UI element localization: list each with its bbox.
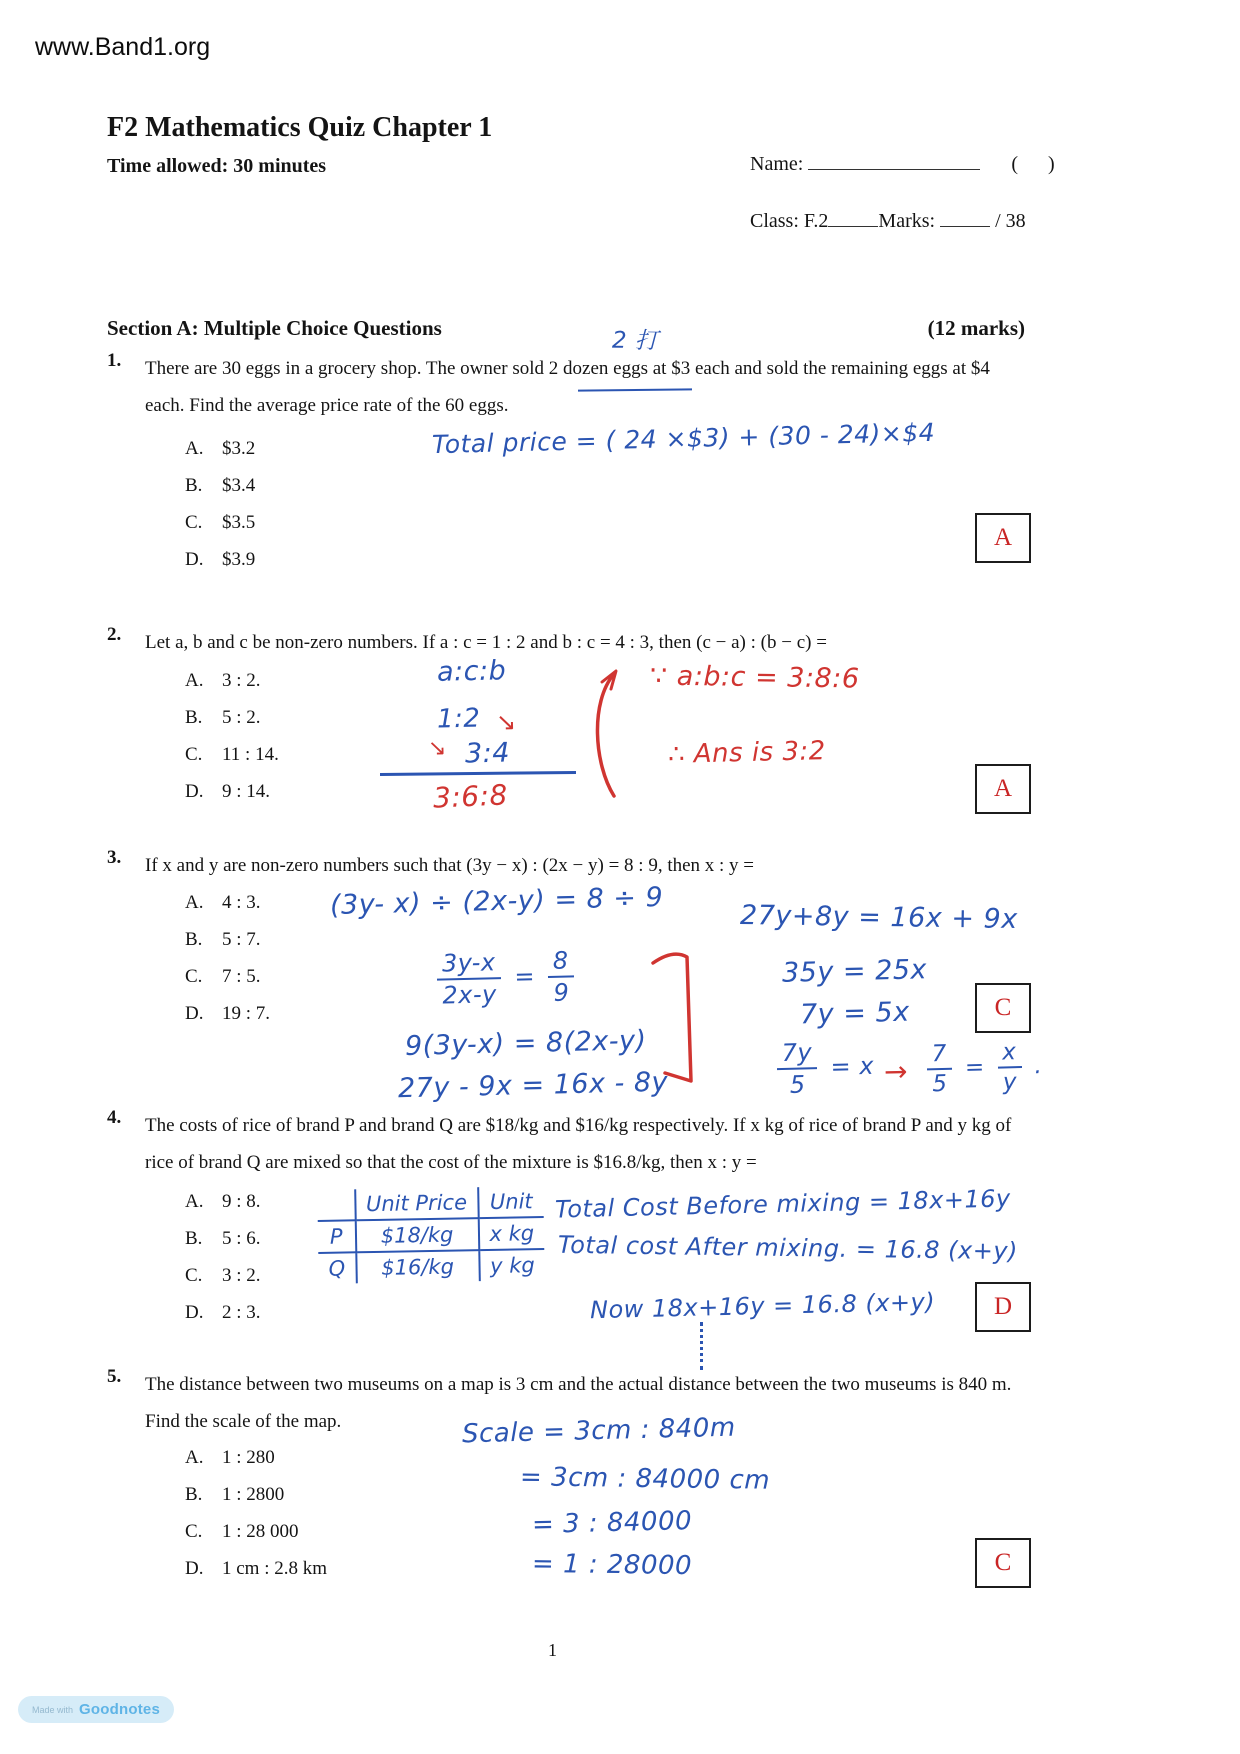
option-value: $3.2 xyxy=(222,438,256,459)
option-value: 2 : 3. xyxy=(222,1302,261,1323)
q3-right3-ink: 7y = 5x xyxy=(799,996,910,1031)
period: . xyxy=(1034,1053,1043,1080)
option-label: D. xyxy=(185,1558,204,1579)
option-value: $3.5 xyxy=(222,512,256,533)
option-value: 1 : 2800 xyxy=(222,1484,285,1505)
q4-answer-box: D xyxy=(975,1282,1031,1332)
q3-options xyxy=(185,884,270,1032)
dozen-note-ink: 2 打 xyxy=(611,327,659,355)
q5-stem: The distance between two museums on a map is 3 cm and the actual distance between the two museums is 840 m. Find the scale of the map. xyxy=(145,1374,1012,1432)
q1-option-c xyxy=(185,504,255,541)
name-label: Name: xyxy=(750,153,804,175)
q1-option-d xyxy=(185,541,255,578)
option-label: D. xyxy=(185,549,204,570)
q4-work-table-ink xyxy=(317,1186,545,1284)
option-value: 5 : 6. xyxy=(222,1228,261,1249)
denominator: 5 xyxy=(932,1070,948,1098)
q4-dotted-line-ink xyxy=(700,1322,703,1370)
denominator: 9 xyxy=(553,978,570,1007)
option-label: C. xyxy=(185,512,203,533)
q4-after-ink: Total cost After mixing. = 16.8 (x+y) xyxy=(557,1230,1019,1266)
q3-result-ink xyxy=(921,1039,1043,1098)
q5-scale3-ink: = 3 : 84000 xyxy=(531,1506,693,1540)
option-label: C. xyxy=(185,1265,203,1286)
option-label: B. xyxy=(185,707,203,728)
q3-expand2-ink: 27y - 9x = 16x - 8y xyxy=(397,1066,669,1105)
q3-stem: If x and y are non-zero numbers such that (3y − x) : (2x − y) = 8 : 9, then x : y = xyxy=(145,855,755,876)
badge-brand: Goodnotes xyxy=(79,1701,160,1718)
option-label: B. xyxy=(185,475,203,496)
option-value: 3 : 2. xyxy=(222,670,261,691)
table-row xyxy=(318,1249,545,1284)
option-label: A. xyxy=(185,1447,204,1468)
fraction xyxy=(997,1039,1022,1096)
fraction xyxy=(436,948,502,1010)
name-row xyxy=(750,148,1080,176)
option-value: 7 : 5. xyxy=(222,966,261,987)
option-label: B. xyxy=(185,1228,203,1249)
q5-scale4-ink: = 1 : 28000 xyxy=(531,1548,693,1582)
q5-number: 5. xyxy=(107,1366,122,1387)
numerator: 3y-x xyxy=(436,948,501,981)
q4-option-a xyxy=(185,1183,261,1220)
q1-work-ink: Total price = ( 24 ×$3) + (30 - 24)×$4 xyxy=(431,417,936,460)
q4-option-c xyxy=(185,1257,261,1294)
q5-option-a xyxy=(185,1439,327,1476)
marks-blank-field[interactable] xyxy=(940,205,990,227)
option-label: D. xyxy=(185,1003,204,1024)
option-value: 5 : 2. xyxy=(222,707,261,728)
numerator: 7 xyxy=(926,1041,952,1071)
q4-options xyxy=(185,1183,261,1331)
q2-option-a xyxy=(185,662,279,699)
option-label: B. xyxy=(185,929,203,950)
site-label: www.Band1.org xyxy=(35,33,211,61)
q2-ratio12-ink: 1:2 xyxy=(436,703,481,735)
table-cell: y kg xyxy=(489,1253,535,1278)
q2-answer-note-ink: ∴ Ans is 3:2 xyxy=(667,736,827,770)
q3-number: 3. xyxy=(107,847,122,868)
q2-number: 2. xyxy=(107,624,122,645)
q2-options xyxy=(185,662,279,810)
goodnotes-badge[interactable] xyxy=(18,1696,174,1723)
equals: = xyxy=(514,962,536,991)
q2-stem: Let a, b and c be non-zero numbers. If a : c = 1 : 2 and b : c = 4 : 3, then (c − a) : (b − c) = xyxy=(145,632,827,653)
option-value: 4 : 3. xyxy=(222,892,261,913)
class-label: Class: F.2 xyxy=(750,210,829,232)
table-cell: $16/kg xyxy=(356,1250,480,1283)
class-number-paren: ( ) xyxy=(1011,153,1055,175)
denominator: 5 xyxy=(789,1070,806,1099)
q2-ratio34-ink: 3:4 xyxy=(464,737,511,770)
option-value: 19 : 7. xyxy=(222,1003,271,1024)
option-label: D. xyxy=(185,1302,204,1323)
option-label: C. xyxy=(185,966,203,987)
q4-option-b xyxy=(185,1220,261,1257)
q2-underline-ink xyxy=(380,771,576,776)
q5-answer-box: C xyxy=(975,1538,1031,1588)
q1-number: 1. xyxy=(107,350,122,371)
numerator: 7y xyxy=(776,1038,817,1070)
q3-option-a xyxy=(185,884,270,921)
q3-fraction2-ink xyxy=(771,1037,875,1099)
option-value: 9 : 8. xyxy=(222,1191,261,1212)
q3-right1-ink: 27y+8y = 16x + 9x xyxy=(739,900,1018,935)
q1-stem: There are 30 eggs in a grocery shop. The owner sold 2 dozen eggs at $3 each and sold the remaining eggs at $4 each. Find the average price rate of the 60 eggs. xyxy=(145,358,990,416)
denominator: y xyxy=(1002,1069,1018,1096)
q3-option-b xyxy=(185,921,270,958)
q1-option-a xyxy=(185,430,255,467)
fraction xyxy=(776,1038,818,1099)
option-value: $3.4 xyxy=(222,475,256,496)
table-cell: P xyxy=(318,1220,356,1253)
q3-fraction-ink xyxy=(431,946,579,1010)
marks-label: Marks: xyxy=(878,210,936,232)
option-label: D. xyxy=(185,781,204,802)
q5-option-b xyxy=(185,1476,327,1513)
class-blank-field[interactable] xyxy=(828,205,878,227)
class-row xyxy=(750,205,1080,233)
rhs: = x xyxy=(830,1051,875,1081)
q2-arrow2-ink: ↘ xyxy=(427,735,448,762)
option-label: A. xyxy=(185,438,204,459)
numerator: 8 xyxy=(547,946,574,978)
q3-arrow-ink: → xyxy=(883,1054,909,1089)
q3-expand-ink: 9(3y-x) = 8(2x-y) xyxy=(404,1025,647,1062)
q2-ratio368-ink: 3:6:8 xyxy=(432,778,509,815)
table-cell: Q xyxy=(318,1252,356,1284)
q3-option-c xyxy=(185,958,270,995)
q4-number: 4. xyxy=(107,1107,122,1128)
option-value: 5 : 7. xyxy=(222,929,261,950)
fraction xyxy=(926,1041,953,1098)
option-label: C. xyxy=(185,744,203,765)
q3-right2-ink: 35y = 25x xyxy=(781,954,928,989)
q2-answer-box: A xyxy=(975,764,1031,814)
page-title: F2 Mathematics Quiz Chapter 1 xyxy=(107,112,493,143)
section-title: Section A: Multiple Choice Questions xyxy=(107,316,442,340)
q4-option-d xyxy=(185,1294,261,1331)
q2-option-c xyxy=(185,736,279,773)
page-number: 1 xyxy=(548,1640,557,1660)
option-label: A. xyxy=(185,670,204,691)
table-cell xyxy=(317,1189,355,1221)
q5-options xyxy=(185,1439,327,1587)
table-cell: Unit Price xyxy=(355,1187,479,1220)
section-marks: (12 marks) xyxy=(927,316,1025,340)
q3-line1-ink: (3y- x) ÷ (2x-y) = 8 ÷ 9 xyxy=(329,881,664,922)
q3-bracket-stroke xyxy=(645,945,699,1097)
q2-option-b xyxy=(185,699,279,736)
name-blank-field[interactable] xyxy=(808,148,980,170)
option-label: C. xyxy=(185,1521,203,1542)
table-header-row xyxy=(317,1186,544,1221)
denominator: 2x-y xyxy=(442,980,498,1010)
table-cell: $18/kg xyxy=(355,1218,479,1252)
table-cell: Unit xyxy=(478,1186,544,1218)
option-value: 11 : 14. xyxy=(222,744,279,765)
q5-option-c xyxy=(185,1513,327,1550)
q2-acb-ink: a:c:b xyxy=(436,655,507,688)
q5-scale1-ink: Scale = 3cm : 840m xyxy=(461,1412,736,1450)
option-value: $3.9 xyxy=(222,549,256,570)
q2-brace-stroke xyxy=(588,658,634,803)
q1-options xyxy=(185,430,255,578)
q4-before-ink: Total Cost Before mixing = 18x+16y xyxy=(554,1184,1012,1224)
table-cell: x kg xyxy=(478,1217,544,1250)
equals: = xyxy=(964,1054,986,1081)
q5-option-d xyxy=(185,1550,327,1587)
badge-prefix: Made with xyxy=(32,1704,74,1715)
time-allowed: Time allowed: 30 minutes xyxy=(107,155,327,177)
numerator: x xyxy=(997,1039,1022,1069)
option-label: B. xyxy=(185,1484,203,1505)
q3-option-d xyxy=(185,995,270,1032)
q2-option-d xyxy=(185,773,279,810)
q1-answer-box: A xyxy=(975,513,1031,563)
fraction xyxy=(547,946,574,1007)
option-value: 9 : 14. xyxy=(222,781,271,802)
q2-arrow1-ink: ↘ xyxy=(495,707,517,737)
option-value: 3 : 2. xyxy=(222,1265,261,1286)
option-value: 1 cm : 2.8 km xyxy=(222,1558,328,1579)
q1-option-b xyxy=(185,467,255,504)
option-value: 1 : 28 000 xyxy=(222,1521,299,1542)
q4-stem: The costs of rice of brand P and brand Q are $18/kg and $16/kg respectively. If x kg of rice of brand P and y kg of rice of brand Q are mixed so that the cost of the mixture is $16.8/kg, then x : y = xyxy=(145,1115,1012,1173)
q4-now-ink: Now 18x+16y = 16.8 (x+y) xyxy=(589,1287,936,1325)
option-label: A. xyxy=(185,892,204,913)
q2-because-ink: ∵ a:b:c = 3:8:6 xyxy=(649,660,860,695)
table-row xyxy=(318,1217,545,1253)
marks-total: / 38 xyxy=(995,210,1026,232)
q3-answer-box: C xyxy=(975,983,1031,1033)
option-value: 1 : 280 xyxy=(222,1447,275,1468)
q5-scale2-ink: = 3cm : 84000 cm xyxy=(519,1462,771,1496)
option-label: A. xyxy=(185,1191,204,1212)
